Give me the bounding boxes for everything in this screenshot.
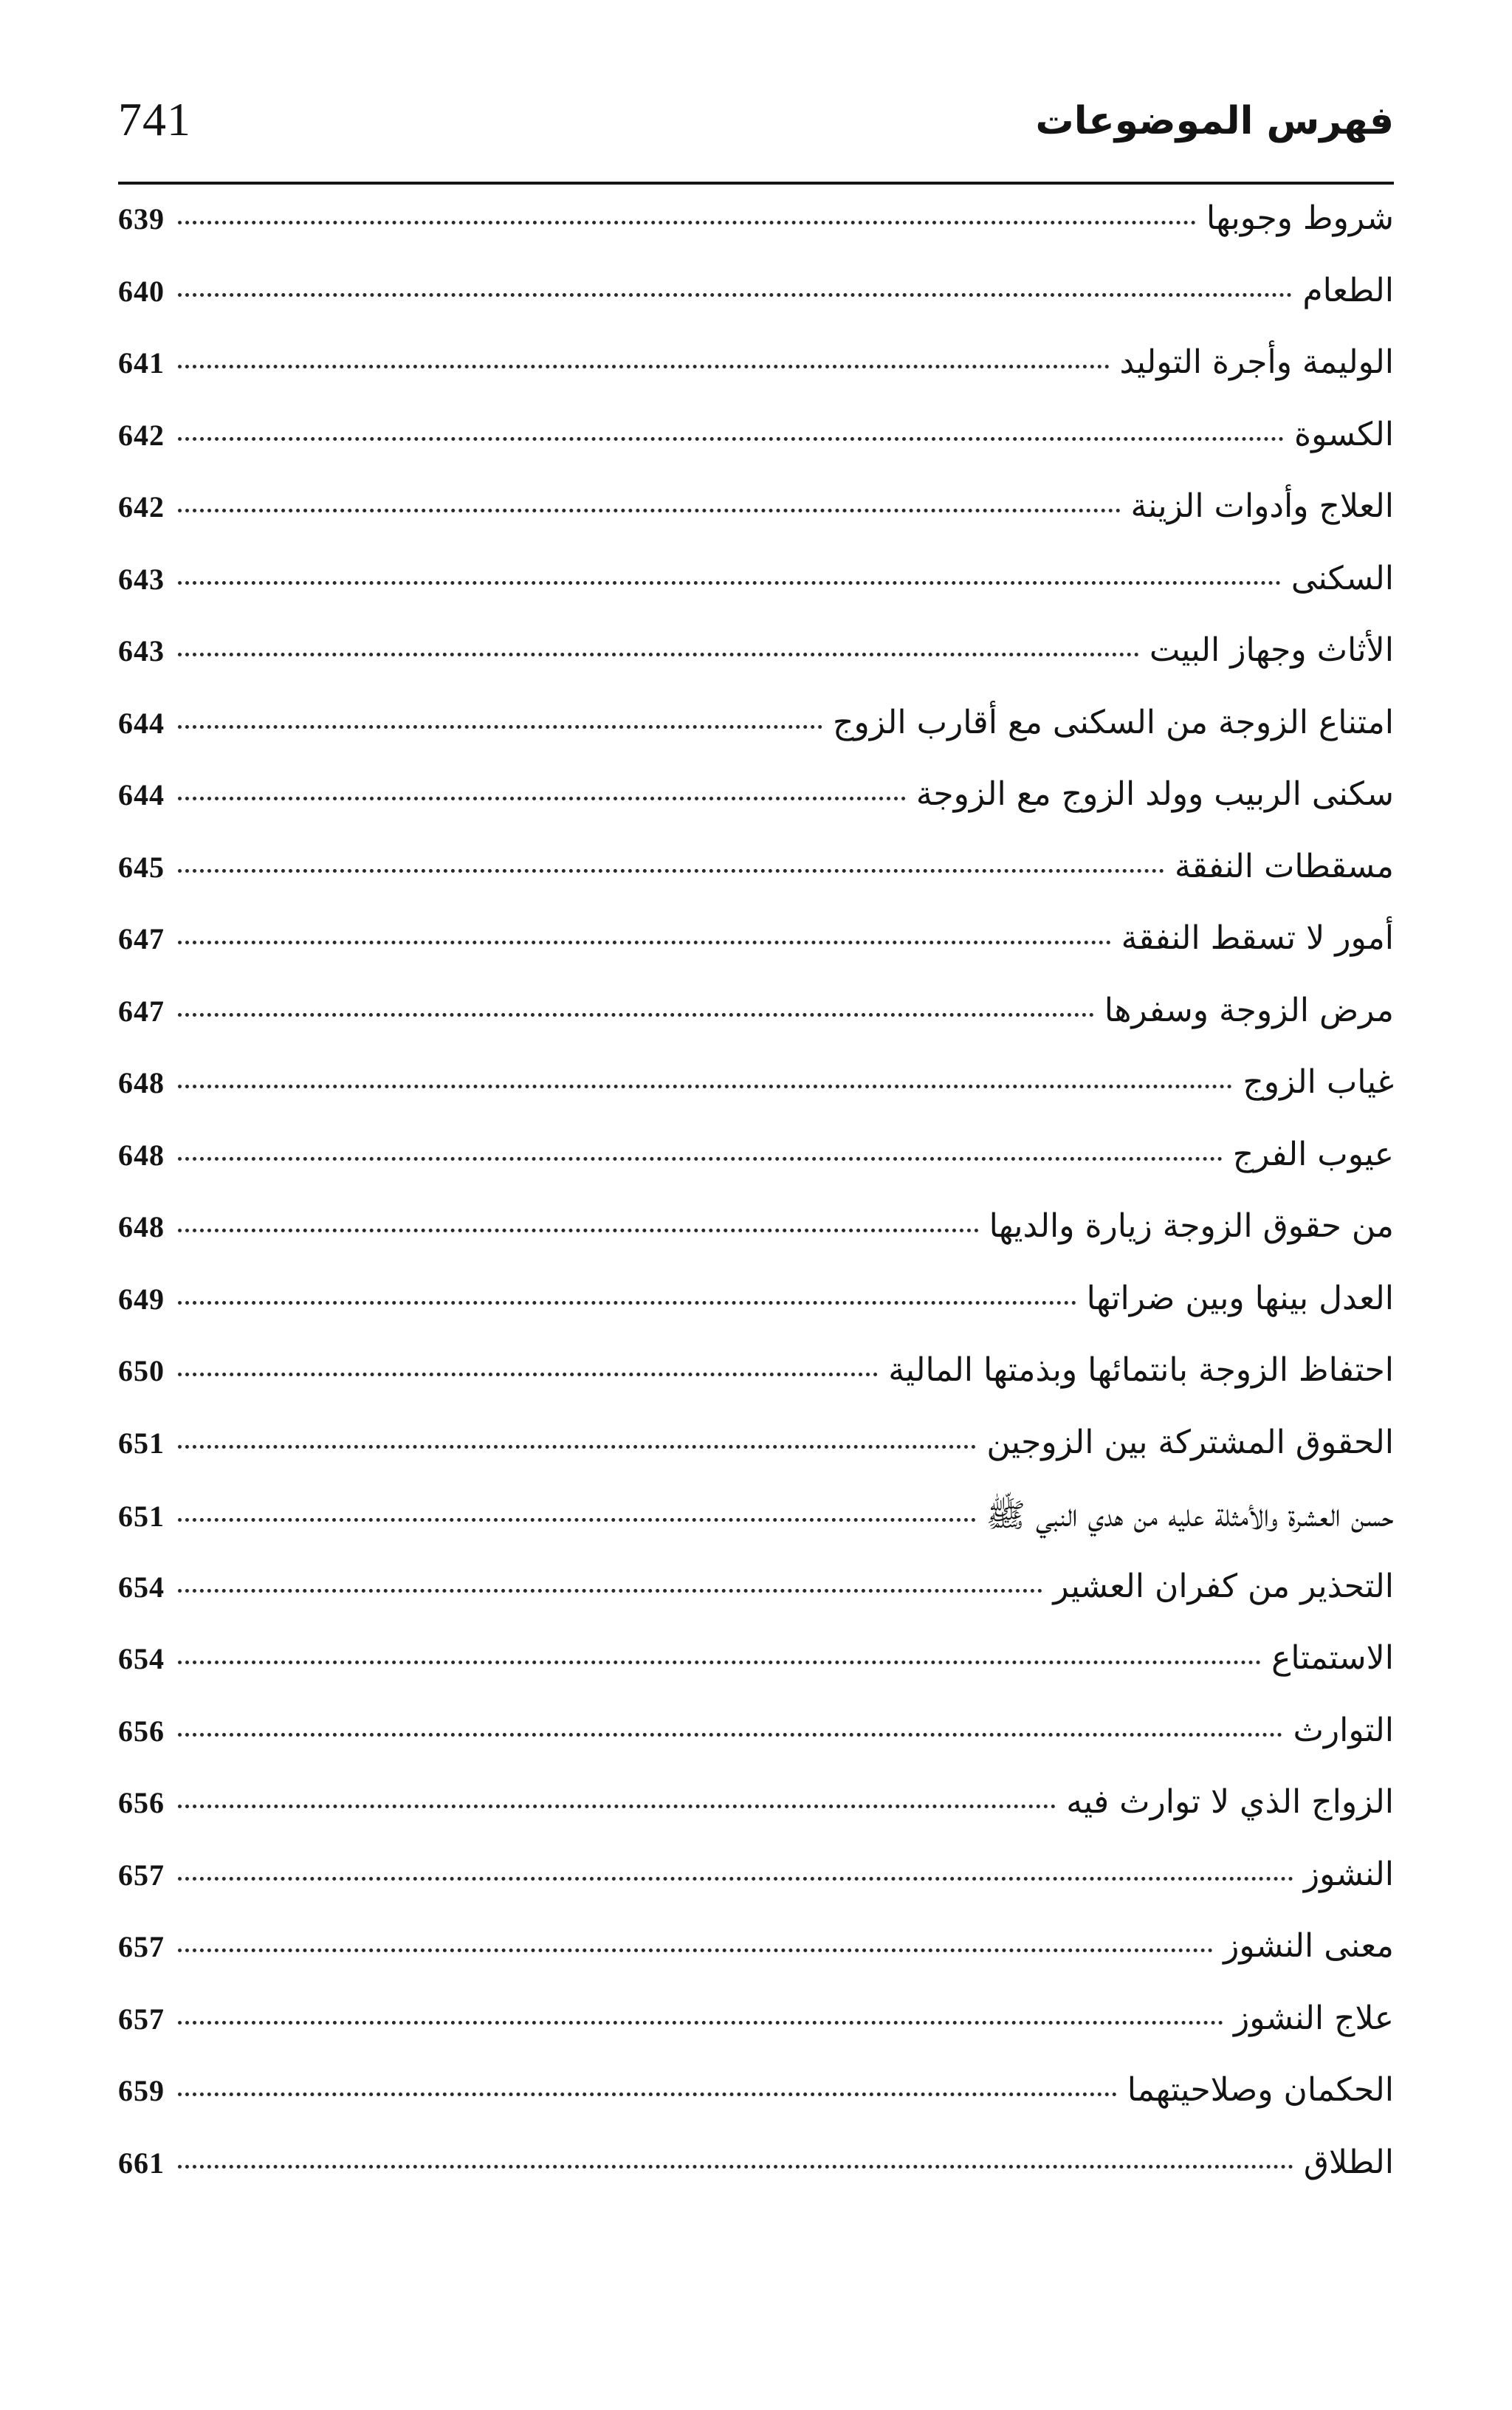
toc-entry-title: العدل بينها وبين ضراتها bbox=[1086, 1279, 1394, 1317]
toc-entry bbox=[118, 199, 1394, 272]
dot-leader bbox=[178, 1301, 1076, 1305]
toc-entry-page: 642 bbox=[118, 418, 165, 452]
toc-entry-title: النشوز bbox=[1303, 1855, 1394, 1893]
dot-leader bbox=[178, 1661, 1261, 1664]
toc-entry-title: السكنى bbox=[1291, 559, 1394, 597]
toc-entry-page: 657 bbox=[118, 1858, 165, 1892]
toc-entry-page: 650 bbox=[118, 1354, 165, 1387]
toc-entry bbox=[118, 1495, 1394, 1568]
toc-entry-title: الحقوق المشتركة بين الزوجين bbox=[986, 1423, 1394, 1461]
toc-entry-page: 643 bbox=[118, 562, 165, 596]
dot-leader bbox=[178, 941, 1111, 944]
toc-entry bbox=[118, 1927, 1394, 1999]
toc-entry bbox=[118, 1639, 1394, 1712]
toc-entry bbox=[118, 1207, 1394, 1280]
dot-leader bbox=[178, 1157, 1223, 1161]
toc-entry-title: التحذير من كفران العشير bbox=[1053, 1567, 1394, 1605]
toc-entry-title: سكنى الربيب وولد الزوج مع الزوجة bbox=[915, 775, 1394, 813]
dot-leader bbox=[178, 1733, 1282, 1737]
toc-entry-page: 644 bbox=[118, 778, 165, 811]
toc-entry-title: الوليمة وأجرة التوليد bbox=[1119, 343, 1394, 381]
dot-leader bbox=[178, 797, 906, 800]
toc-entry-page: 651 bbox=[118, 1426, 165, 1460]
dot-leader bbox=[178, 725, 822, 729]
toc-entry-title: أمور لا تسقط النفقة bbox=[1121, 919, 1394, 957]
toc-entry bbox=[118, 272, 1394, 344]
toc-entry-title: احتفاظ الزوجة بانتمائها وبذمتها المالية bbox=[888, 1351, 1394, 1389]
dot-leader bbox=[178, 1805, 1056, 1808]
toc-entry-page: 641 bbox=[118, 346, 165, 380]
toc-entry-title: الاستمتاع bbox=[1271, 1639, 1394, 1677]
toc-entry-title: التوارث bbox=[1293, 1711, 1394, 1749]
toc-entry bbox=[118, 1280, 1394, 1352]
page-number: 741 bbox=[118, 93, 191, 145]
toc-entry-title: مسقطات النفقة bbox=[1175, 847, 1394, 885]
toc-entry-page: 656 bbox=[118, 1786, 165, 1819]
toc-entry bbox=[118, 2071, 1394, 2143]
toc-entry bbox=[118, 416, 1394, 488]
toc-entry-title: من حقوق الزوجة زيارة والديها bbox=[989, 1207, 1394, 1245]
dot-leader bbox=[178, 1373, 878, 1376]
toc-entry-page: 648 bbox=[118, 1210, 165, 1243]
toc-entry bbox=[118, 1712, 1394, 1784]
toc-entry-page: 656 bbox=[118, 1714, 165, 1748]
toc-entry bbox=[118, 919, 1394, 992]
toc-entry bbox=[118, 1568, 1394, 1640]
toc-entry bbox=[118, 992, 1394, 1064]
toc-entry-page: 648 bbox=[118, 1138, 165, 1172]
toc-entry bbox=[118, 704, 1394, 776]
table-of-contents bbox=[118, 199, 1394, 2215]
page-title: فهرس الموضوعات bbox=[1035, 99, 1394, 143]
toc-entry-title: امتناع الزوجة من السكنى مع أقارب الزوج bbox=[833, 703, 1394, 741]
dot-leader bbox=[178, 509, 1121, 512]
dot-leader bbox=[178, 1877, 1293, 1881]
toc-entry bbox=[118, 1855, 1394, 1928]
header-rule bbox=[118, 182, 1394, 185]
dot-leader bbox=[178, 293, 1292, 297]
toc-entry bbox=[118, 487, 1394, 560]
toc-entry-title: شروط وجوبها bbox=[1206, 199, 1394, 237]
toc-entry-title: الحكمان وصلاحيتهما bbox=[1127, 2071, 1394, 2109]
toc-entry-page: 640 bbox=[118, 274, 165, 308]
dot-leader bbox=[178, 1589, 1042, 1593]
toc-entry-page: 654 bbox=[118, 1642, 165, 1675]
toc-entry-title: العلاج وأدوات الزينة bbox=[1130, 487, 1394, 525]
dot-leader bbox=[178, 653, 1139, 656]
toc-entry-page: 642 bbox=[118, 490, 165, 523]
dot-leader bbox=[178, 1949, 1213, 1952]
toc-entry-title: الكسوة bbox=[1294, 415, 1394, 453]
dot-leader bbox=[178, 365, 1110, 368]
toc-entry-page: 654 bbox=[118, 1570, 165, 1604]
toc-entry-page: 647 bbox=[118, 922, 165, 955]
toc-entry-title: عيوب الفرج bbox=[1232, 1135, 1394, 1173]
toc-entry-page: 649 bbox=[118, 1282, 165, 1316]
toc-entry bbox=[118, 1424, 1394, 1496]
toc-entry-title: مرض الزوجة وسفرها bbox=[1104, 991, 1394, 1029]
toc-entry-page: 639 bbox=[118, 202, 165, 236]
toc-entry bbox=[118, 1999, 1394, 2072]
toc-entry-title: الطعام bbox=[1302, 271, 1394, 309]
dot-leader bbox=[178, 2021, 1223, 2025]
toc-entry bbox=[118, 1063, 1394, 1136]
dot-leader bbox=[178, 437, 1284, 441]
toc-entry-page: 661 bbox=[118, 2146, 165, 2180]
toc-entry-page: 647 bbox=[118, 994, 165, 1028]
dot-leader bbox=[178, 2165, 1293, 2169]
dot-leader bbox=[178, 1518, 976, 1522]
toc-entry-title: الأثاث وجهاز البيت bbox=[1149, 631, 1394, 669]
dot-leader bbox=[178, 581, 1281, 585]
toc-entry-title: حسن العشرة والأمثلة عليه من هدي النبي ﷺ bbox=[986, 1497, 1394, 1534]
toc-entry bbox=[118, 560, 1394, 632]
toc-entry bbox=[118, 1136, 1394, 1208]
dot-leader bbox=[178, 1445, 976, 1449]
toc-entry-title: علاج النشوز bbox=[1233, 1999, 1394, 2037]
toc-entry-page: 648 bbox=[118, 1066, 165, 1099]
toc-entry-title: غياب الزوج bbox=[1243, 1063, 1394, 1101]
toc-entry bbox=[118, 1351, 1394, 1424]
toc-entry bbox=[118, 1783, 1394, 1855]
toc-entry bbox=[118, 631, 1394, 704]
toc-entry-page: 657 bbox=[118, 2002, 165, 2036]
toc-entry bbox=[118, 2143, 1394, 2216]
dot-leader bbox=[178, 869, 1164, 873]
toc-entry bbox=[118, 775, 1394, 848]
toc-entry bbox=[118, 848, 1394, 920]
dot-leader bbox=[178, 2093, 1117, 2096]
toc-entry-title: معنى النشوز bbox=[1223, 1927, 1394, 1965]
dot-leader bbox=[178, 1085, 1232, 1088]
toc-entry-title: الطلاق bbox=[1303, 2143, 1394, 2181]
toc-entry-page: 645 bbox=[118, 850, 165, 884]
toc-entry-page: 659 bbox=[118, 2074, 165, 2107]
toc-entry-title: الزواج الذي لا توارث فيه bbox=[1066, 1783, 1394, 1821]
dot-leader bbox=[178, 1229, 979, 1232]
dot-leader bbox=[178, 221, 1196, 224]
toc-entry-page: 644 bbox=[118, 706, 165, 740]
toc-entry bbox=[118, 343, 1394, 416]
toc-entry-page: 651 bbox=[118, 1500, 165, 1533]
toc-entry-page: 643 bbox=[118, 634, 165, 667]
dot-leader bbox=[178, 1013, 1094, 1017]
toc-entry-page: 657 bbox=[118, 1930, 165, 1963]
